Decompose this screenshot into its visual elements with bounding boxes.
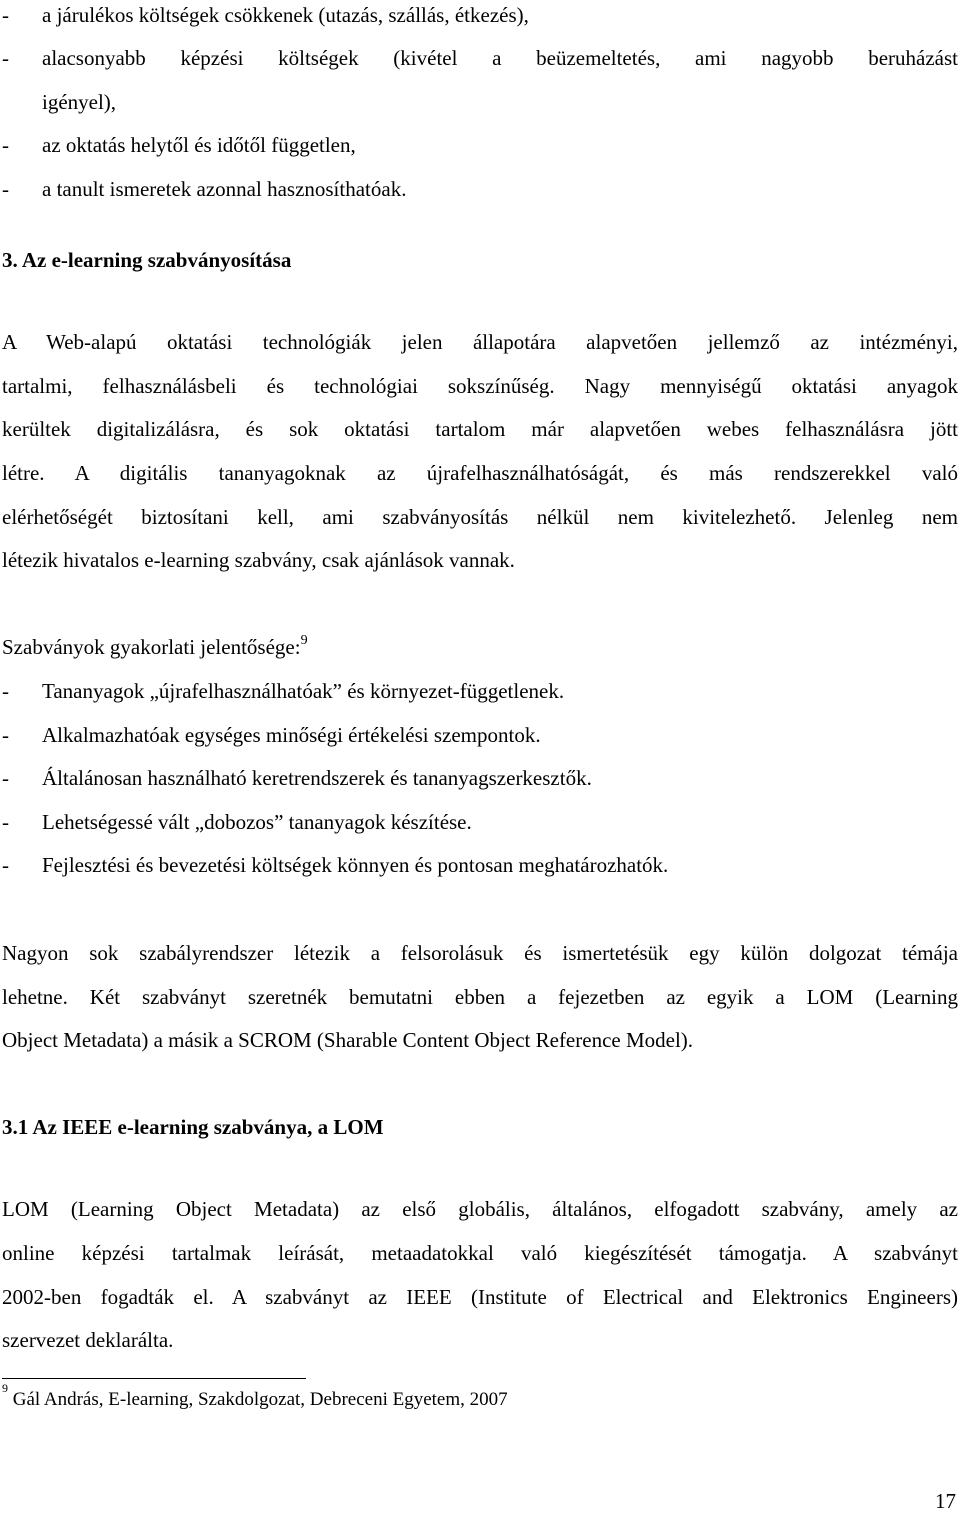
- list-item: [2, 852, 668, 878]
- page-number: 17: [935, 1489, 956, 1513]
- list-item-text: az oktatás helytől és időtől független,: [42, 133, 356, 157]
- paragraph-line: online képzési tartalmak leírását, metaadatokkal való kiegészítését támogatja. A szabványt: [2, 1241, 958, 1265]
- list-item-text: Alkalmazhatóak egységes minőségi értékelési szempontok.: [42, 723, 541, 747]
- footnote-ref[interactable]: 9: [300, 633, 308, 648]
- section-heading: 3. Az e-learning szabványosítása: [2, 248, 292, 272]
- bullet-dash: -: [2, 679, 9, 703]
- list-item-text: Tananyagok „újrafelhasználhatóak” és környezet-függetlenek.: [42, 679, 565, 703]
- list-item-text: alacsonyabb képzési költségek (kivétel a beüzemeltetés, ami nagyobb beruházást: [42, 46, 958, 70]
- list-item: [2, 2, 529, 28]
- bullet-dash: -: [2, 133, 9, 157]
- bullet-dash: -: [2, 853, 9, 877]
- bullet-dash: -: [2, 3, 9, 27]
- list-item-text: a járulékos költségek csökkenek (utazás, szállás, étkezés),: [42, 3, 529, 27]
- list-item: [2, 678, 564, 704]
- list-intro: [2, 634, 308, 660]
- footnote: [2, 1381, 508, 1411]
- list-item-continuation: igényel),: [42, 90, 117, 114]
- list-intro-text: Szabványok gyakorlati jelentősége:: [2, 635, 301, 659]
- footnote-separator: [2, 1378, 306, 1379]
- footnote-text: Gál András, E-learning, Szakdolgozat, Debreceni Egyetem, 2007: [12, 1389, 508, 1410]
- subsection-heading: 3.1 Az IEEE e-learning szabványa, a LOM: [2, 1115, 384, 1139]
- list-item: [2, 45, 958, 97]
- paragraph-line: Object Metadata) a másik a SCROM (Sharable Content Object Reference Model).: [2, 1028, 694, 1052]
- paragraph-line: kerültek digitalizálásra, és sok oktatási tartalom már alapvetően webes felhasználásra jött: [2, 417, 958, 441]
- bullet-dash: -: [2, 46, 9, 70]
- list-item: [2, 809, 472, 835]
- paragraph-line: lehetne. Két szabványt szeretnék bemutatni ebben a fejezetben az egyik a LOM (Learning: [2, 985, 958, 1009]
- paragraph-line: A Web-alapú oktatási technológiák jelen állapotára alapvetően jellemző az intézményi,: [2, 330, 958, 354]
- list-item-text: Fejlesztési és bevezetési költségek könnyen és pontosan meghatározhatók.: [42, 853, 669, 877]
- paragraph-line: létezik hivatalos e-learning szabvány, csak ajánlások vannak.: [2, 548, 515, 572]
- paragraph-line: Nagyon sok szabályrendszer létezik a felsorolásuk és ismertetésük egy külön dolgozat témája: [2, 941, 958, 965]
- bullet-dash: -: [2, 810, 9, 834]
- list-item-text: a tanult ismeretek azonnal hasznosíthatóak.: [42, 177, 407, 201]
- footnote-number: 9: [2, 1381, 8, 1395]
- paragraph-line: 2002-ben fogadták el. A szabványt az IEEE (Institute of Electrical and Elektronics Engineers): [2, 1285, 958, 1309]
- paragraph-line: LOM (Learning Object Metadata) az első globális, általános, elfogadott szabvány, amely az: [2, 1197, 958, 1221]
- list-item: [2, 132, 356, 158]
- paragraph-line: tartalmi, felhasználásbeli és technológiai sokszínűség. Nagy mennyiségű oktatási anyagok: [2, 374, 958, 398]
- list-item: [2, 176, 406, 202]
- bullet-dash: -: [2, 766, 9, 790]
- bullet-dash: -: [2, 177, 9, 201]
- list-item-text: Általánosan használható keretrendszerek és tananyagszerkesztők.: [42, 766, 592, 790]
- list-item-text: Lehetségessé vált „dobozos” tananyagok készítése.: [42, 810, 472, 834]
- list-item: [2, 765, 592, 791]
- list-item: [2, 722, 541, 748]
- paragraph-line: létre. A digitális tananyagoknak az újrafelhasználhatóságát, és más rendszerekkel való: [2, 461, 958, 485]
- paragraph-line: szervezet deklarálta.: [2, 1328, 174, 1352]
- paragraph-line: elérhetőségét biztosítani kell, ami szabványosítás nélkül nem kivitelezhető. Jelenleg nem: [2, 505, 958, 529]
- bullet-dash: -: [2, 723, 9, 747]
